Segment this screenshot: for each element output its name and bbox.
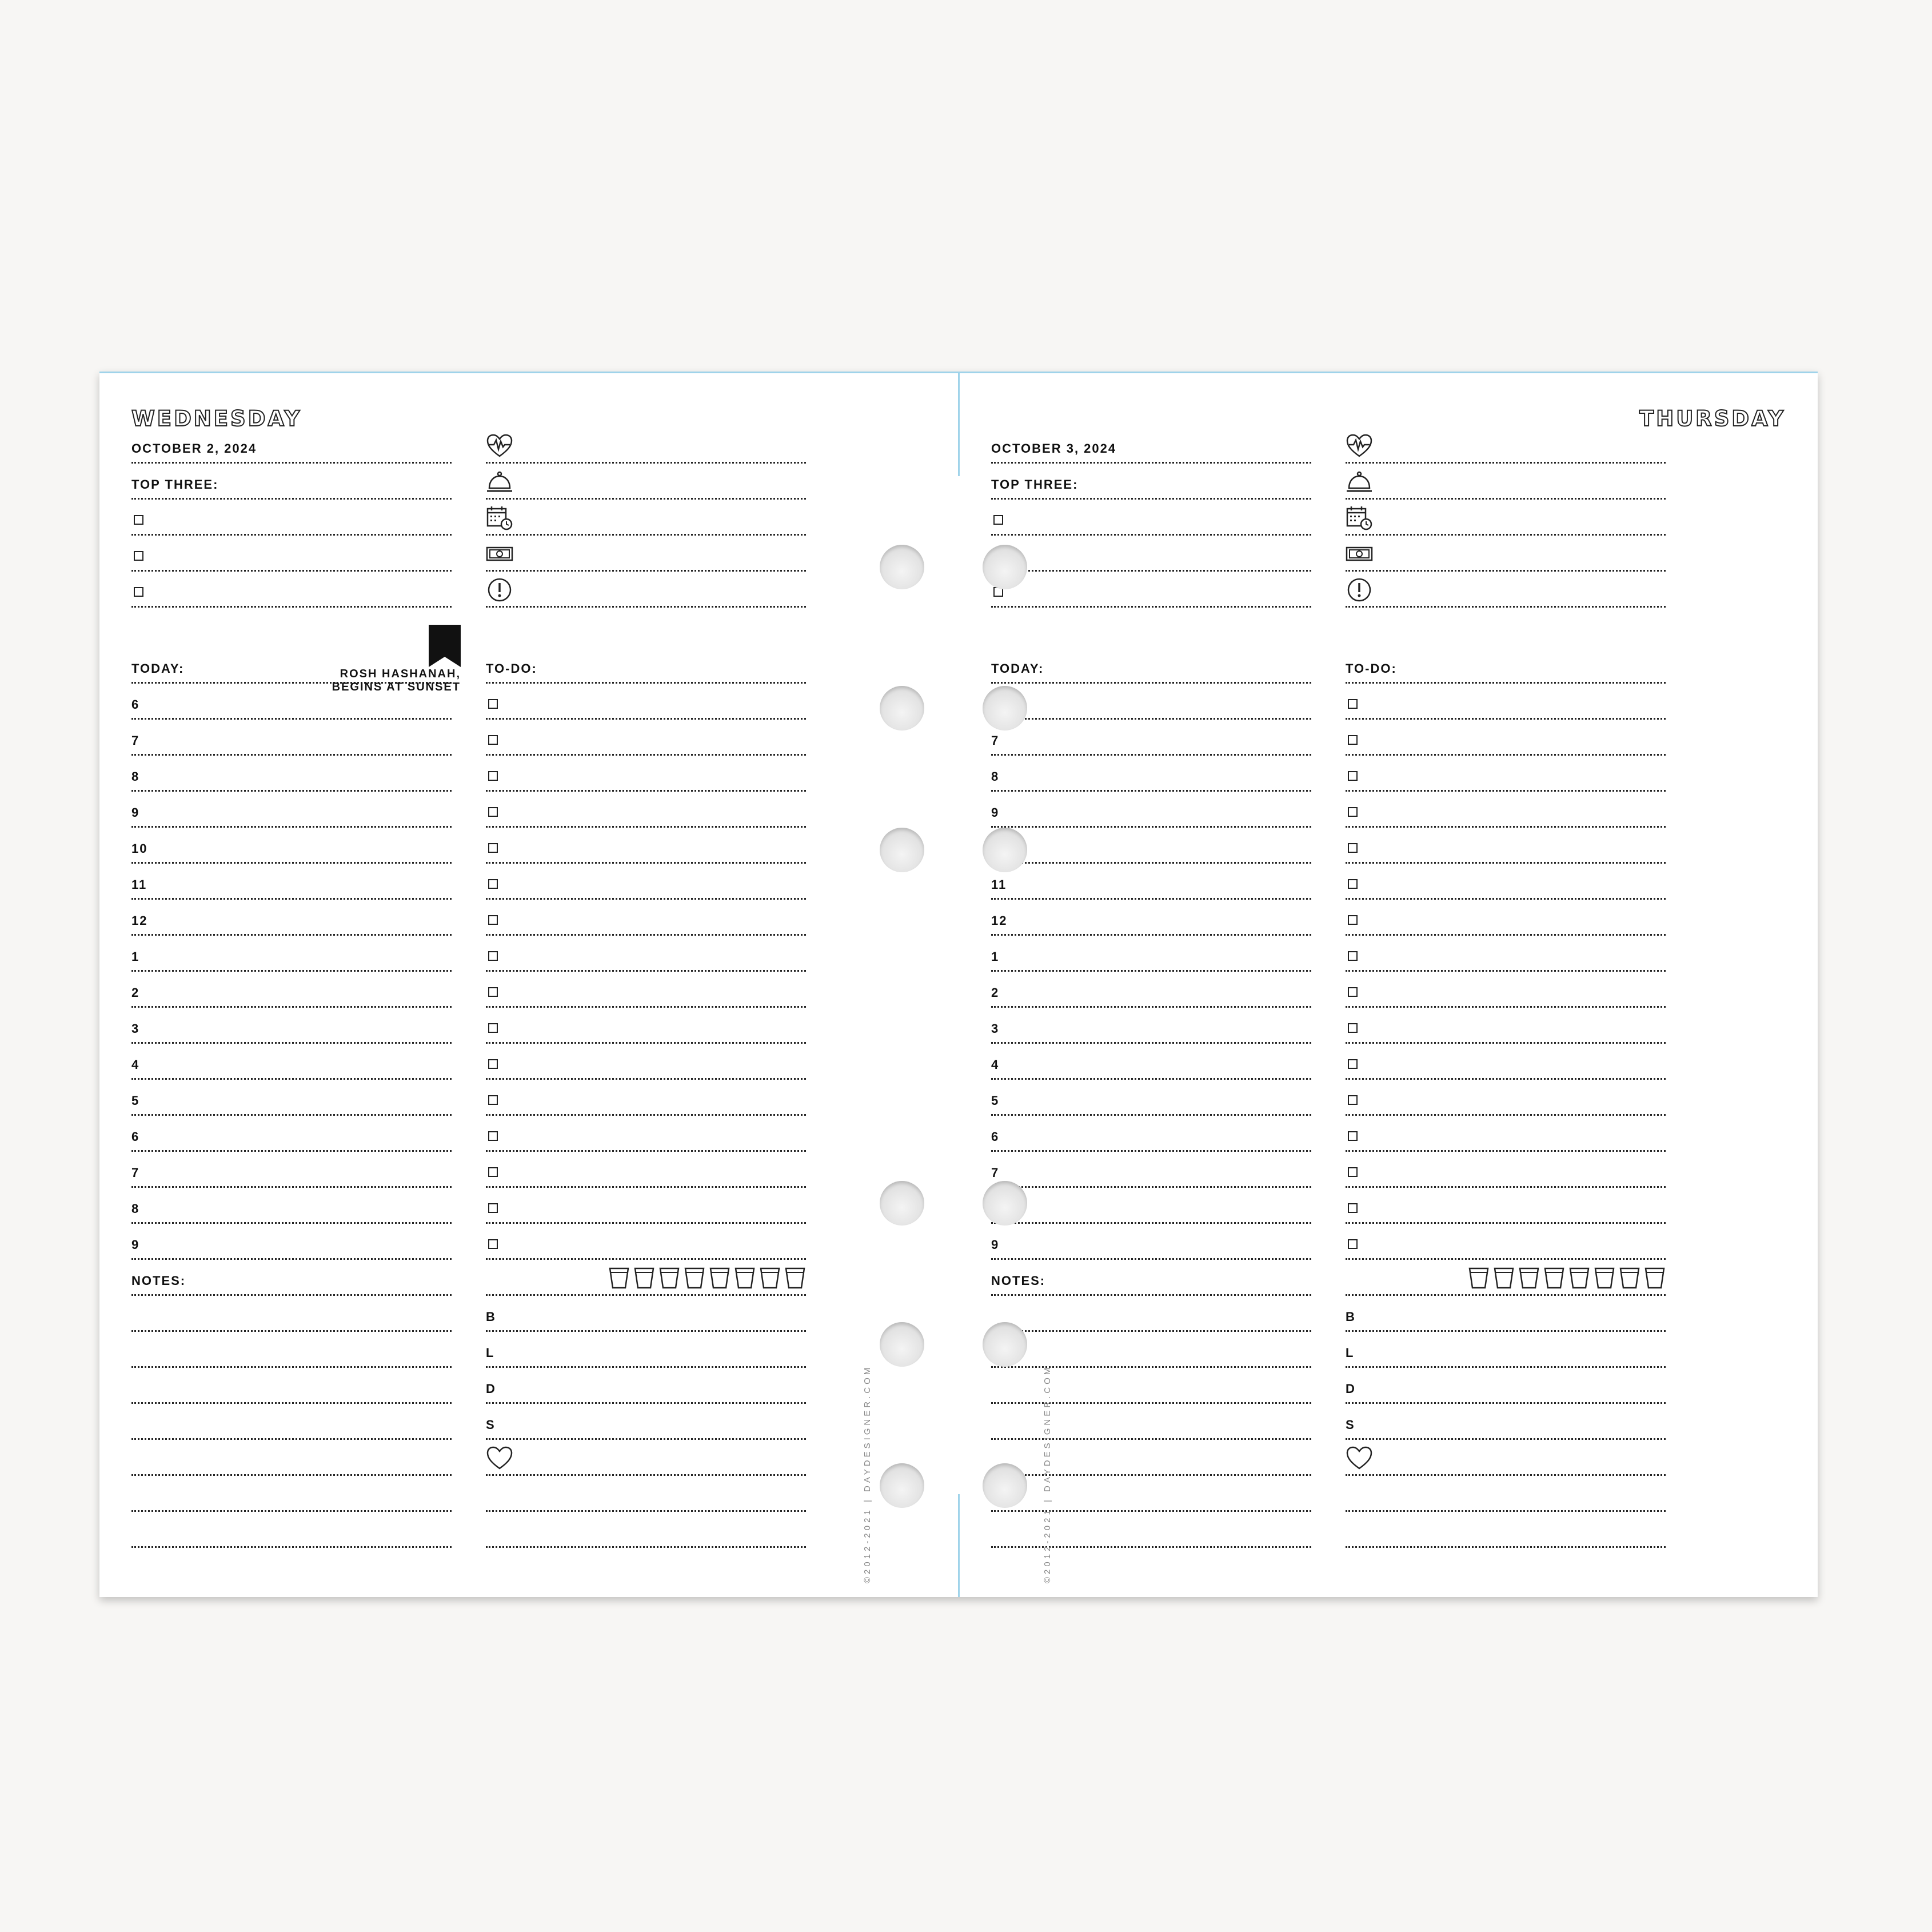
left-page	[99, 373, 958, 1597]
right-page	[959, 373, 1818, 1597]
notes-line[interactable]	[991, 1404, 1311, 1440]
hour-row[interactable]	[991, 684, 1311, 720]
top-three-item[interactable]	[991, 536, 1311, 572]
hour-label: 7	[131, 733, 140, 748]
notes-line[interactable]	[486, 1476, 806, 1512]
holiday-line-2: BEGINS AT SUNSET	[332, 681, 461, 693]
hour-label: 4	[131, 1057, 140, 1072]
hour-label: 5	[991, 1093, 1000, 1108]
hour-row[interactable]	[991, 936, 1311, 972]
water-cup-icon[interactable]	[1644, 1267, 1666, 1290]
water-cup-icon[interactable]	[784, 1267, 806, 1290]
water-tracker-row	[1346, 1260, 1666, 1296]
self-care-row[interactable]	[1346, 1440, 1666, 1476]
notes-header-row	[131, 1260, 452, 1296]
meal-label: D	[1346, 1382, 1356, 1396]
top-three-item[interactable]	[991, 500, 1311, 536]
self-care-row[interactable]	[486, 1440, 806, 1476]
hour-label: 9	[131, 805, 140, 820]
hour-label: 7	[131, 1165, 140, 1180]
todo-item[interactable]	[486, 792, 806, 828]
left-column	[991, 373, 1311, 1597]
todo-item[interactable]	[486, 1008, 806, 1044]
todo-item[interactable]	[486, 1080, 806, 1116]
money-icon	[486, 541, 513, 566]
tracker-row[interactable]	[486, 464, 806, 500]
tracker-row[interactable]	[486, 428, 806, 464]
water-tracker-row	[486, 1260, 806, 1296]
tracker-row[interactable]	[1346, 572, 1666, 608]
copyright-text: ©2012-2021 | DAYDESIGNER.COM	[1043, 1364, 1052, 1583]
notes-label: NOTES:	[131, 1274, 186, 1288]
notes-line[interactable]	[131, 1368, 452, 1404]
binder-hole	[880, 545, 924, 589]
hour-row[interactable]	[131, 972, 452, 1008]
meal-row[interactable]	[1346, 1368, 1666, 1404]
binder-hole	[983, 1463, 1027, 1508]
todo-item[interactable]	[486, 1044, 806, 1080]
meal-row[interactable]	[486, 1332, 806, 1368]
todo-checkbox[interactable]	[488, 735, 498, 745]
hour-row[interactable]	[131, 1224, 452, 1260]
water-cup-icon[interactable]	[1619, 1267, 1640, 1290]
hour-row[interactable]	[131, 756, 452, 792]
todo-checkbox[interactable]	[488, 699, 498, 709]
top-three-checkbox[interactable]	[134, 515, 143, 525]
holiday-note	[332, 668, 461, 694]
water-cup-icon[interactable]	[1543, 1267, 1565, 1290]
water-tracker	[608, 1267, 806, 1290]
meal-row[interactable]	[486, 1296, 806, 1332]
todo-checkbox[interactable]	[488, 987, 498, 997]
todo-item[interactable]	[1346, 864, 1666, 900]
hour-label: 12	[991, 913, 1008, 928]
todo-item[interactable]	[1346, 1188, 1666, 1224]
todo-checkbox[interactable]	[1348, 1239, 1358, 1249]
hour-label: 2	[131, 985, 140, 1000]
meal-label: B	[486, 1310, 496, 1324]
todo-checkbox[interactable]	[1348, 879, 1358, 889]
todo-checkbox[interactable]	[488, 915, 498, 925]
todo-checkbox[interactable]	[488, 1203, 498, 1213]
date-label: OCTOBER 3, 2024	[991, 441, 1117, 456]
notes-line[interactable]	[131, 1512, 452, 1548]
hour-label: 8	[131, 1201, 140, 1216]
hour-label: 4	[991, 1057, 1000, 1072]
todo-item[interactable]	[486, 756, 806, 792]
hour-row[interactable]	[991, 864, 1311, 900]
notes-line[interactable]	[131, 1296, 452, 1332]
hour-label: 3	[131, 1021, 140, 1036]
water-cup-icon[interactable]	[1518, 1267, 1540, 1290]
binder-hole	[880, 1322, 924, 1367]
calendar-clock-icon	[486, 505, 513, 530]
notes-line[interactable]	[991, 1440, 1311, 1476]
todo-item[interactable]	[1346, 720, 1666, 756]
hour-label: 6	[131, 697, 140, 712]
todo-item[interactable]	[486, 1116, 806, 1152]
notes-label: NOTES:	[991, 1274, 1046, 1288]
hour-label: 5	[131, 1093, 140, 1108]
top-three-item[interactable]	[991, 572, 1311, 608]
todo-checkbox[interactable]	[488, 1239, 498, 1249]
todo-header-row	[1346, 648, 1666, 684]
todo-label: TO-DO:	[1346, 661, 1397, 676]
hour-row[interactable]	[991, 756, 1311, 792]
hour-row[interactable]	[991, 1008, 1311, 1044]
hour-row[interactable]	[991, 900, 1311, 936]
hour-row[interactable]	[131, 792, 452, 828]
hour-row[interactable]	[131, 828, 452, 864]
notes-line[interactable]	[131, 1332, 452, 1368]
left-column	[131, 373, 452, 1597]
right-column	[1346, 373, 1666, 1597]
tracker-row[interactable]	[1346, 464, 1666, 500]
todo-checkbox[interactable]	[1348, 1059, 1358, 1069]
hour-row[interactable]	[991, 972, 1311, 1008]
planner-spread	[99, 372, 1818, 1597]
heartbeat-icon	[486, 433, 513, 458]
todo-item[interactable]	[1346, 756, 1666, 792]
todo-item[interactable]	[1346, 828, 1666, 864]
hour-label: 8	[991, 769, 1000, 784]
top-three-checkbox[interactable]	[993, 515, 1003, 525]
meal-label: D	[486, 1382, 496, 1396]
todo-header-row	[486, 648, 806, 684]
hour-row[interactable]	[131, 900, 452, 936]
hour-label: 7	[991, 733, 1000, 748]
hour-row[interactable]	[131, 1008, 452, 1044]
top-three-header-row	[991, 464, 1311, 500]
notes-line[interactable]	[991, 1476, 1311, 1512]
todo-item[interactable]	[1346, 792, 1666, 828]
binder-hole	[983, 1322, 1027, 1367]
binder-hole	[983, 828, 1027, 872]
water-cup-icon[interactable]	[1468, 1267, 1490, 1290]
hour-label: 7	[991, 1165, 1000, 1180]
holiday-line-1: ROSH HASHANAH,	[340, 668, 461, 680]
hour-row[interactable]	[131, 1080, 452, 1116]
hour-label: 11	[991, 877, 1007, 892]
date-row	[991, 428, 1311, 464]
notes-line[interactable]	[131, 1440, 452, 1476]
meal-row[interactable]	[1346, 1332, 1666, 1368]
todo-item[interactable]	[1346, 684, 1666, 720]
top-three-checkbox[interactable]	[134, 587, 143, 597]
hour-row[interactable]	[131, 1044, 452, 1080]
hour-label: 6	[131, 1129, 140, 1144]
notes-line[interactable]	[991, 1296, 1311, 1332]
todo-checkbox[interactable]	[488, 1131, 498, 1141]
right-column	[486, 373, 806, 1597]
day-name: WEDNESDAY	[131, 406, 302, 431]
todo-item[interactable]	[486, 1152, 806, 1188]
todo-item[interactable]	[486, 936, 806, 972]
todo-checkbox[interactable]	[1348, 915, 1358, 925]
todo-checkbox[interactable]	[488, 1095, 498, 1105]
notes-line[interactable]	[131, 1404, 452, 1440]
meal-row[interactable]	[1346, 1296, 1666, 1332]
top-three-label: TOP THREE:	[991, 477, 1079, 492]
todo-checkbox[interactable]	[488, 951, 498, 961]
today-label: TODAY:	[991, 661, 1044, 676]
water-cup-icon[interactable]	[684, 1267, 705, 1290]
meal-row[interactable]	[1346, 1404, 1666, 1440]
date-row	[131, 428, 452, 464]
todo-checkbox[interactable]	[1348, 699, 1358, 709]
hour-row[interactable]	[991, 720, 1311, 756]
notes-line[interactable]	[991, 1512, 1311, 1548]
todo-item[interactable]	[486, 1188, 806, 1224]
hour-label: 9	[991, 805, 1000, 820]
todo-checkbox[interactable]	[1348, 1095, 1358, 1105]
hour-row[interactable]	[991, 1044, 1311, 1080]
todo-checkbox[interactable]	[1348, 951, 1358, 961]
water-cup-icon[interactable]	[1594, 1267, 1615, 1290]
notes-line[interactable]	[486, 1512, 806, 1548]
hour-row[interactable]	[991, 1116, 1311, 1152]
todo-item[interactable]	[1346, 1044, 1666, 1080]
hour-label: 1	[131, 949, 140, 964]
notes-line[interactable]	[1346, 1476, 1666, 1512]
copyright-text: ©2012-2021 | DAYDESIGNER.COM	[863, 1364, 872, 1583]
todo-checkbox[interactable]	[1348, 987, 1358, 997]
calendar-clock-icon	[1346, 505, 1373, 530]
binder-hole	[983, 545, 1027, 589]
hour-label: 8	[131, 769, 140, 784]
service-bell-icon	[486, 469, 513, 494]
hour-row[interactable]	[991, 1080, 1311, 1116]
hour-row[interactable]	[131, 864, 452, 900]
todo-item[interactable]	[486, 828, 806, 864]
exclamation-icon	[1346, 577, 1373, 602]
water-cup-icon[interactable]	[608, 1267, 630, 1290]
top-three-label: TOP THREE:	[131, 477, 219, 492]
todo-checkbox[interactable]	[1348, 1167, 1358, 1177]
todo-item[interactable]	[1346, 972, 1666, 1008]
hour-label: 10	[131, 841, 148, 856]
hour-row[interactable]	[131, 1188, 452, 1224]
binder-hole	[880, 686, 924, 731]
todo-item[interactable]	[486, 720, 806, 756]
top-three-item[interactable]	[131, 572, 452, 608]
hour-label: 6	[991, 1129, 1000, 1144]
todo-item[interactable]	[486, 1224, 806, 1260]
hour-row[interactable]	[131, 936, 452, 972]
notes-line[interactable]	[991, 1332, 1311, 1368]
bookmark-flag-icon	[429, 625, 461, 667]
tracker-row[interactable]	[486, 500, 806, 536]
notes-line[interactable]	[1346, 1512, 1666, 1548]
heart-icon	[486, 1446, 513, 1471]
water-tracker	[1468, 1267, 1666, 1290]
todo-item[interactable]	[486, 900, 806, 936]
water-cup-icon[interactable]	[633, 1267, 655, 1290]
todo-checkbox[interactable]	[1348, 1023, 1358, 1033]
todo-checkbox[interactable]	[1348, 735, 1358, 745]
todo-checkbox[interactable]	[1348, 771, 1358, 781]
today-label: TODAY:	[131, 661, 185, 676]
top-three-item[interactable]	[131, 500, 452, 536]
water-cup-icon[interactable]	[734, 1267, 756, 1290]
todo-checkbox[interactable]	[488, 807, 498, 817]
todo-checkbox[interactable]	[488, 1059, 498, 1069]
todo-item[interactable]	[486, 972, 806, 1008]
todo-checkbox[interactable]	[1348, 807, 1358, 817]
binder-hole	[983, 1181, 1027, 1226]
todo-item[interactable]	[1346, 1116, 1666, 1152]
meal-label: S	[1346, 1418, 1355, 1432]
binder-hole	[880, 1463, 924, 1508]
todo-item[interactable]	[486, 684, 806, 720]
hour-row[interactable]	[131, 1116, 452, 1152]
hour-label: 3	[991, 1021, 1000, 1036]
notes-header-row	[991, 1260, 1311, 1296]
tracker-row[interactable]	[1346, 536, 1666, 572]
hour-label: 1	[991, 949, 1000, 964]
hour-label: 2	[991, 985, 1000, 1000]
hour-row[interactable]	[991, 828, 1311, 864]
todo-item[interactable]	[1346, 1152, 1666, 1188]
todo-checkbox[interactable]	[488, 1023, 498, 1033]
todo-item[interactable]	[1346, 1008, 1666, 1044]
water-cup-icon[interactable]	[709, 1267, 731, 1290]
exclamation-icon	[486, 577, 513, 602]
todo-checkbox[interactable]	[488, 771, 498, 781]
hour-label: 9	[991, 1238, 1000, 1252]
meal-label: L	[1346, 1346, 1355, 1360]
todo-label: TO-DO:	[486, 661, 537, 676]
hour-row[interactable]	[991, 1152, 1311, 1188]
hour-label: 9	[131, 1238, 140, 1252]
todo-checkbox[interactable]	[1348, 1131, 1358, 1141]
tracker-row[interactable]	[486, 536, 806, 572]
meal-row[interactable]	[486, 1368, 806, 1404]
hour-label: 11	[131, 877, 147, 892]
todo-item[interactable]	[1346, 936, 1666, 972]
top-three-header-row	[131, 464, 452, 500]
money-icon	[1346, 541, 1373, 566]
todo-checkbox[interactable]	[488, 879, 498, 889]
meal-label: S	[486, 1418, 496, 1432]
meal-row[interactable]	[486, 1404, 806, 1440]
tracker-row[interactable]	[1346, 428, 1666, 464]
water-cup-icon[interactable]	[658, 1267, 680, 1290]
water-cup-icon[interactable]	[1493, 1267, 1515, 1290]
tracker-row[interactable]	[486, 572, 806, 608]
water-cup-icon[interactable]	[1568, 1267, 1590, 1290]
service-bell-icon	[1346, 469, 1373, 494]
today-header-row	[991, 648, 1311, 684]
hour-row[interactable]	[131, 720, 452, 756]
hour-row[interactable]	[991, 1224, 1311, 1260]
todo-item[interactable]	[1346, 900, 1666, 936]
notes-line[interactable]	[991, 1368, 1311, 1404]
todo-checkbox[interactable]	[1348, 843, 1358, 853]
hour-label: 12	[131, 913, 148, 928]
todo-item[interactable]	[1346, 1224, 1666, 1260]
meal-label: B	[1346, 1310, 1356, 1324]
todo-checkbox[interactable]	[488, 843, 498, 853]
date-label: OCTOBER 2, 2024	[131, 441, 257, 456]
top-three-checkbox[interactable]	[134, 551, 143, 561]
binder-hole	[983, 686, 1027, 731]
top-three-item[interactable]	[131, 536, 452, 572]
todo-checkbox[interactable]	[1348, 1203, 1358, 1213]
notes-line[interactable]	[131, 1476, 452, 1512]
todo-item[interactable]	[486, 864, 806, 900]
todo-checkbox[interactable]	[488, 1167, 498, 1177]
hour-row[interactable]	[991, 1188, 1311, 1224]
heartbeat-icon	[1346, 433, 1373, 458]
binder-hole	[880, 1181, 924, 1226]
water-cup-icon[interactable]	[759, 1267, 781, 1290]
heart-icon	[1346, 1446, 1373, 1471]
hour-row[interactable]	[991, 792, 1311, 828]
tracker-row[interactable]	[1346, 500, 1666, 536]
meal-label: L	[486, 1346, 495, 1360]
hour-row[interactable]	[131, 1152, 452, 1188]
todo-item[interactable]	[1346, 1080, 1666, 1116]
day-name: THURSDAY	[1639, 406, 1786, 431]
binder-hole	[880, 828, 924, 872]
